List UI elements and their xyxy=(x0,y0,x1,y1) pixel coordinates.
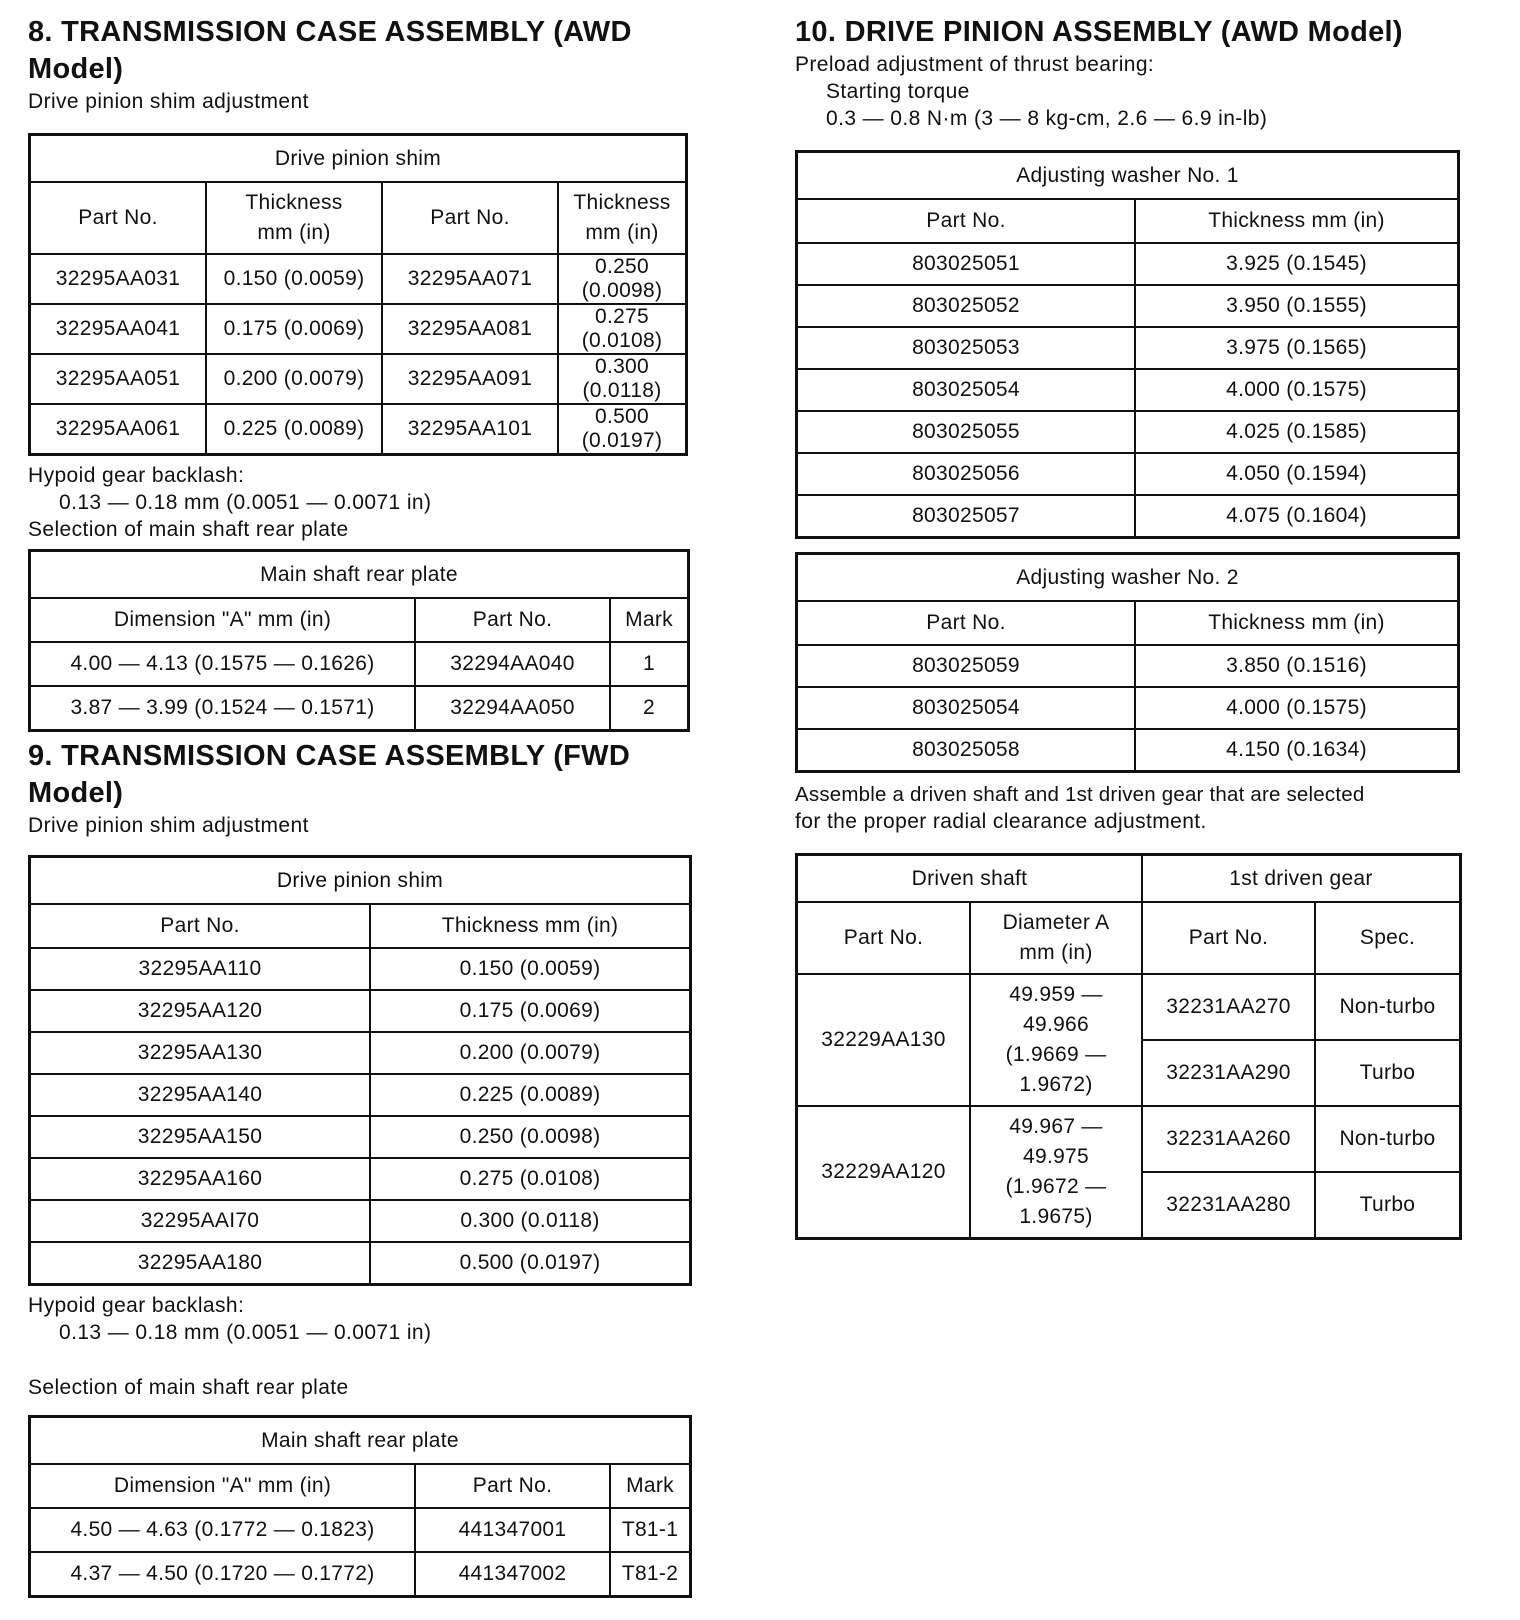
table-cell: 32295AA061 xyxy=(30,404,207,455)
table-cell: 32295AA051 xyxy=(30,354,207,404)
column-header: Part No. xyxy=(415,598,610,642)
table-cell: 803025057 xyxy=(797,495,1136,538)
column-header: Thickness mm (in) xyxy=(1135,601,1459,645)
section9-title xyxy=(28,738,721,812)
right-column xyxy=(795,14,1490,1240)
column-header: Thickness mm (in) xyxy=(206,182,382,254)
table-cell: Turbo xyxy=(1315,1040,1461,1106)
column-header: Dimension "A" mm (in) xyxy=(30,598,416,642)
section8-backlash-label: Hypoid gear backlash: xyxy=(28,464,245,487)
table-cell: 32294AA050 xyxy=(415,686,610,731)
column-header: Spec. xyxy=(1315,902,1461,974)
table-cell: 803025051 xyxy=(797,243,1136,285)
left-column xyxy=(28,14,721,1598)
table-row xyxy=(797,411,1459,453)
table-cell: 0.500 (0.0197) xyxy=(558,404,687,455)
table-cell: 0.275 (0.0108) xyxy=(370,1158,691,1200)
table-cell: 32231AA260 xyxy=(1142,1106,1315,1172)
table-cell: 441347002 xyxy=(415,1552,610,1597)
table-cell: Non-turbo xyxy=(1315,974,1461,1040)
table-cell: 0.300 (0.0118) xyxy=(370,1200,691,1242)
driven-shaft-table xyxy=(795,853,1462,1240)
table-row xyxy=(797,327,1459,369)
table-cell: 4.50 — 4.63 (0.1772 — 0.1823) xyxy=(30,1508,416,1552)
table-cell: 3.950 (0.1555) xyxy=(1135,285,1459,327)
section10-torque-label: Starting torque xyxy=(826,80,970,103)
table-caption: Drive pinion shim xyxy=(30,857,691,905)
column-header: Mark xyxy=(610,598,689,642)
table-cell: 0.175 (0.0069) xyxy=(370,990,691,1032)
column-header: Part No. xyxy=(30,904,371,948)
column-group-header: 1st driven gear xyxy=(1142,855,1461,903)
section10-preload-label: Preload adjustment of thrust bearing: xyxy=(795,53,1155,76)
table-row xyxy=(797,369,1459,411)
table-row xyxy=(30,686,689,731)
table-cell: 0.500 (0.0197) xyxy=(370,1242,691,1285)
table-cell: Non-turbo xyxy=(1315,1106,1461,1172)
column-header: Thickness mm (in) xyxy=(558,182,687,254)
column-header: Part No. xyxy=(797,601,1136,645)
table-cell: 32295AA110 xyxy=(30,948,371,990)
section8-rear-plate-label: Selection of main shaft rear plate xyxy=(28,518,349,541)
table-cell: 32295AA031 xyxy=(30,254,207,304)
column-group-header: Driven shaft xyxy=(797,855,1143,903)
section8-shim-table xyxy=(28,133,688,456)
table-cell: 803025059 xyxy=(797,645,1136,687)
table-row xyxy=(30,948,691,990)
assemble-note-line1: Assemble a driven shaft and 1st driven gear that are selected xyxy=(795,783,1365,806)
table-row xyxy=(30,1552,691,1597)
section8-title-line2: Model) xyxy=(28,53,124,85)
table-cell: 803025055 xyxy=(797,411,1136,453)
table-cell: 32295AA081 xyxy=(382,304,558,354)
table-cell: T81-2 xyxy=(610,1552,691,1597)
section9-backlash-label: Hypoid gear backlash: xyxy=(28,1294,245,1317)
table-cell: T81-1 xyxy=(610,1508,691,1552)
table-row xyxy=(30,304,687,354)
table-row xyxy=(30,1508,691,1552)
section10-torque-value: 0.3 — 0.8 N·m (3 — 8 kg-cm, 2.6 — 6.9 in-lb) xyxy=(826,107,1268,130)
table-cell: 0.300 (0.0118) xyxy=(558,354,687,404)
table-cell: 803025054 xyxy=(797,687,1136,729)
table-cell: 32231AA270 xyxy=(1142,974,1315,1040)
table-cell: 32295AA150 xyxy=(30,1116,371,1158)
table-cell: 32231AA290 xyxy=(1142,1040,1315,1106)
table-cell: 32229AA130 xyxy=(797,974,971,1106)
table-row xyxy=(797,453,1459,495)
section10-title: 10. DRIVE PINION ASSEMBLY (AWD Model) xyxy=(795,16,1403,48)
table-cell: 0.275 (0.0108) xyxy=(558,304,687,354)
column-header: Diameter A mm (in) xyxy=(970,902,1142,974)
table-cell: 32295AA130 xyxy=(30,1032,371,1074)
table-cell: 0.250 (0.0098) xyxy=(558,254,687,304)
table-row xyxy=(30,1242,691,1285)
table-caption: Adjusting washer No. 2 xyxy=(797,554,1459,602)
section8-title-line1: 8. TRANSMISSION CASE ASSEMBLY (AWD xyxy=(28,16,632,48)
table-row xyxy=(30,1200,691,1242)
table-cell: 1 xyxy=(610,642,689,686)
column-header: Part No. xyxy=(1142,902,1315,974)
table-cell: 4.00 — 4.13 (0.1575 — 0.1626) xyxy=(30,642,416,686)
column-header: Part No. xyxy=(30,182,207,254)
column-header: Part No. xyxy=(797,902,971,974)
table-row xyxy=(30,990,691,1032)
column-header: Part No. xyxy=(415,1464,610,1508)
table-row xyxy=(797,645,1459,687)
table-row xyxy=(797,974,1461,1040)
section8-title xyxy=(28,14,721,88)
section9-backlash-value: 0.13 — 0.18 mm (0.0051 — 0.0071 in) xyxy=(59,1321,432,1344)
table-row xyxy=(30,404,687,455)
table-cell: 0.150 (0.0059) xyxy=(370,948,691,990)
section9-title-line1: 9. TRANSMISSION CASE ASSEMBLY (FWD xyxy=(28,740,631,772)
table-cell: 32295AA160 xyxy=(30,1158,371,1200)
section9-title-line2: Model) xyxy=(28,777,124,809)
table-cell: 3.925 (0.1545) xyxy=(1135,243,1459,285)
table-cell: 32295AA091 xyxy=(382,354,558,404)
table-row xyxy=(30,1116,691,1158)
table-cell: 4.150 (0.1634) xyxy=(1135,729,1459,772)
table-caption: Main shaft rear plate xyxy=(30,551,689,599)
table-cell: 3.850 (0.1516) xyxy=(1135,645,1459,687)
table-row xyxy=(30,354,687,404)
section8-rear-plate-table xyxy=(28,549,690,732)
table-cell: 32295AAI70 xyxy=(30,1200,371,1242)
table-caption: Drive pinion shim xyxy=(30,135,687,183)
section9-shim-table xyxy=(28,855,692,1286)
table-cell: 0.225 (0.0089) xyxy=(206,404,382,455)
table-row xyxy=(797,243,1459,285)
table-row xyxy=(797,687,1459,729)
table-row xyxy=(30,1158,691,1200)
column-header: Part No. xyxy=(797,199,1136,243)
assemble-note-line2: for the proper radial clearance adjustment. xyxy=(795,810,1207,833)
table-caption: Main shaft rear plate xyxy=(30,1417,691,1465)
table-cell: 4.000 (0.1575) xyxy=(1135,369,1459,411)
table-cell: 3.87 — 3.99 (0.1524 — 0.1571) xyxy=(30,686,416,731)
washer1-table xyxy=(795,150,1460,539)
table-row xyxy=(797,495,1459,538)
table-cell: 32295AA120 xyxy=(30,990,371,1032)
table-row xyxy=(797,1106,1461,1172)
table-caption: Adjusting washer No. 1 xyxy=(797,152,1459,200)
table-row xyxy=(797,285,1459,327)
washer2-table xyxy=(795,552,1460,773)
column-header: Dimension "A" mm (in) xyxy=(30,1464,416,1508)
table-cell: Turbo xyxy=(1315,1172,1461,1239)
table-cell: 49.967 — 49.975 (1.9672 — 1.9675) xyxy=(970,1106,1142,1239)
table-cell: 32229AA120 xyxy=(797,1106,971,1239)
table-cell: 49.959 — 49.966 (1.9669 — 1.9672) xyxy=(970,974,1142,1106)
table-cell: 803025058 xyxy=(797,729,1136,772)
table-row xyxy=(30,1074,691,1116)
table-cell: 441347001 xyxy=(415,1508,610,1552)
table-cell: 0.200 (0.0079) xyxy=(370,1032,691,1074)
table-cell: 32295AA041 xyxy=(30,304,207,354)
column-header: Mark xyxy=(610,1464,691,1508)
table-cell: 4.075 (0.1604) xyxy=(1135,495,1459,538)
section9-rear-plate-label: Selection of main shaft rear plate xyxy=(28,1376,349,1399)
table-cell: 4.37 — 4.50 (0.1720 — 0.1772) xyxy=(30,1552,416,1597)
table-cell: 0.175 (0.0069) xyxy=(206,304,382,354)
table-cell: 0.150 (0.0059) xyxy=(206,254,382,304)
table-cell: 4.000 (0.1575) xyxy=(1135,687,1459,729)
column-header: Part No. xyxy=(382,182,558,254)
table-cell: 803025052 xyxy=(797,285,1136,327)
table-cell: 0.250 (0.0098) xyxy=(370,1116,691,1158)
table-cell: 32231AA280 xyxy=(1142,1172,1315,1239)
table-cell: 4.050 (0.1594) xyxy=(1135,453,1459,495)
table-cell: 32295AA101 xyxy=(382,404,558,455)
column-header: Thickness mm (in) xyxy=(370,904,691,948)
table-cell: 803025053 xyxy=(797,327,1136,369)
table-cell: 4.025 (0.1585) xyxy=(1135,411,1459,453)
table-row xyxy=(30,254,687,304)
table-cell: 0.200 (0.0079) xyxy=(206,354,382,404)
table-cell: 32295AA180 xyxy=(30,1242,371,1285)
table-cell: 32294AA040 xyxy=(415,642,610,686)
table-row xyxy=(30,642,689,686)
table-cell: 3.975 (0.1565) xyxy=(1135,327,1459,369)
table-row xyxy=(797,729,1459,772)
column-header: Thickness mm (in) xyxy=(1135,199,1459,243)
section8-subtitle: Drive pinion shim adjustment xyxy=(28,90,309,113)
table-cell: 2 xyxy=(610,686,689,731)
table-cell: 803025054 xyxy=(797,369,1136,411)
section9-rear-plate-table xyxy=(28,1415,692,1598)
table-cell: 32295AA071 xyxy=(382,254,558,304)
section8-backlash-value: 0.13 — 0.18 mm (0.0051 — 0.0071 in) xyxy=(59,491,432,514)
table-cell: 803025056 xyxy=(797,453,1136,495)
table-row xyxy=(30,1032,691,1074)
section9-subtitle: Drive pinion shim adjustment xyxy=(28,814,309,837)
table-cell: 0.225 (0.0089) xyxy=(370,1074,691,1116)
table-cell: 32295AA140 xyxy=(30,1074,371,1116)
